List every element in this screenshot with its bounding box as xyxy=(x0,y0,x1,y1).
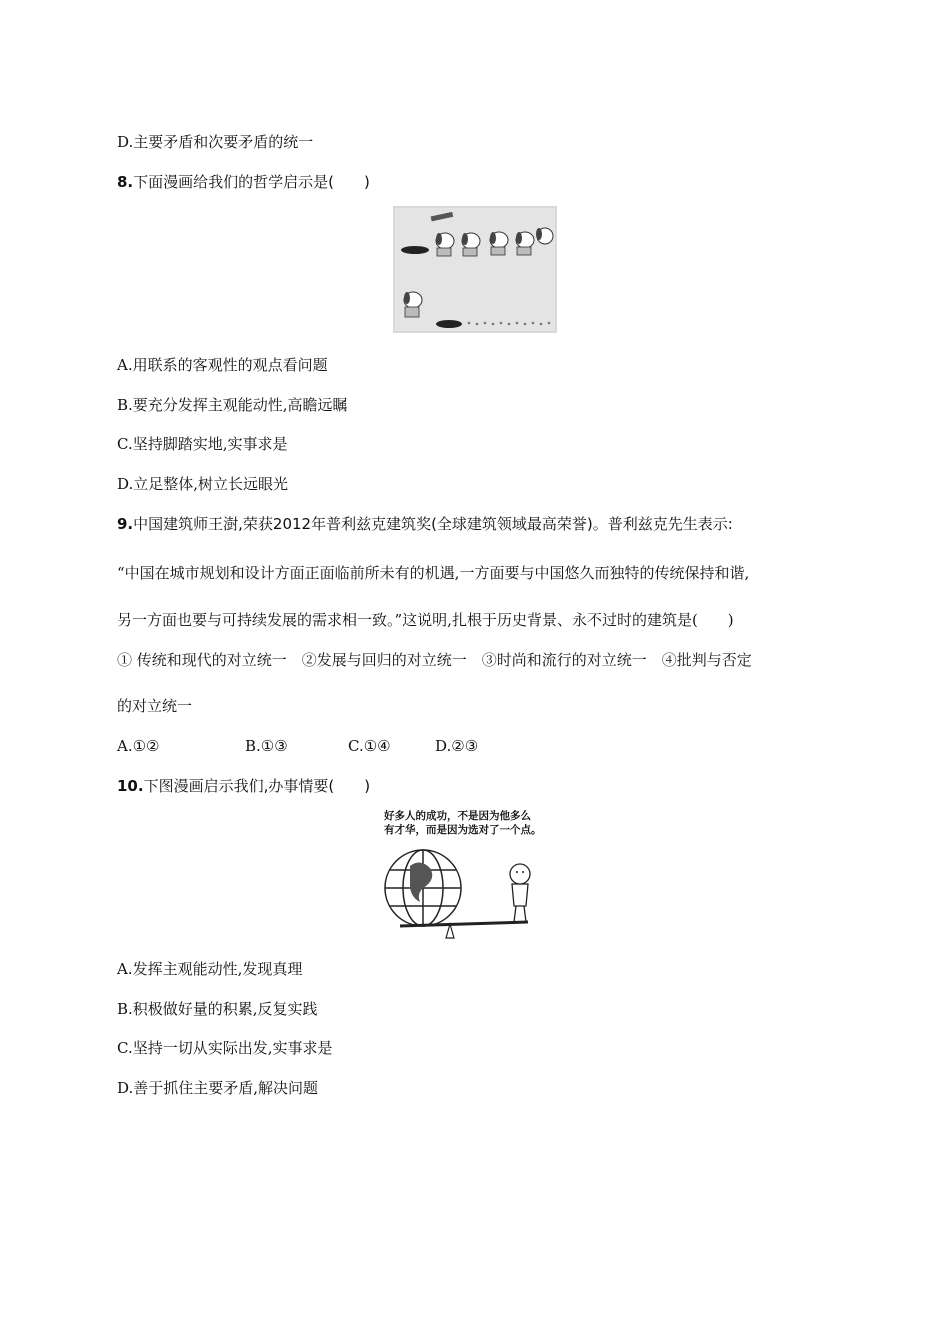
q9-choices-line2: 的对立统一 xyxy=(117,697,193,715)
q8-stem-line xyxy=(117,172,370,192)
q10-option-b: B.积极做好量的积累,反复实践 xyxy=(117,1000,318,1018)
q9-stem-line3: 另一方面也要与可持续发展的需求相一致。”这说明,扎根于历史背景、永不过时的建筑是( ) xyxy=(117,611,734,629)
q8-option-d: D.立足整体,树立长远眼光 xyxy=(117,475,289,493)
q10-option-d: D.善于抓住主要矛盾,解决问题 xyxy=(117,1079,319,1097)
q10-option-c: C.坚持一切从实际出发,实事求是 xyxy=(117,1039,333,1057)
q9-option-c: C.①④ xyxy=(348,737,391,755)
q9-option-d: D.②③ xyxy=(435,737,479,755)
q9-stem-line2: “中国在城市规划和设计方面正面临前所未有的机遇,一方面要与中国悠久而独特的传统保持和谐, xyxy=(117,564,750,582)
q8-option-a: A.用联系的客观性的观点看问题 xyxy=(117,356,328,374)
q9-options xyxy=(117,736,478,756)
q10-cartoon-caption-1: 好多人的成功，不是因为他多么 xyxy=(384,810,531,822)
q9-stem-line1 xyxy=(117,514,733,534)
q8-option-b: B.要充分发挥主观能动性,高瞻远瞩 xyxy=(117,396,348,414)
q8-stem: 下面漫画给我们的哲学启示是( ) xyxy=(133,173,370,191)
q8-cartoon-image xyxy=(393,206,557,333)
q9-stem1: 中国建筑师王澍,荣获2012年普利兹克建筑奖(全球建筑领域最高荣誉)。普利兹克先生表示: xyxy=(133,515,733,533)
q9-choices-line1: ① 传统和现代的对立统一 ②发展与回归的对立统一 ③时尚和流行的对立统一 ④批判与否定 xyxy=(117,651,752,669)
q10-number: 10. xyxy=(117,777,144,795)
q10-option-a: A.发挥主观能动性,发现真理 xyxy=(117,960,303,978)
q10-stem-line xyxy=(117,776,370,796)
q10-cartoon-image xyxy=(380,806,572,942)
q10-stem: 下图漫画启示我们,办事情要( ) xyxy=(143,777,371,795)
q7-option-d: D.主要矛盾和次要矛盾的统一 xyxy=(117,133,314,151)
q9-option-a: A.①② xyxy=(117,737,160,755)
q8-number: 8. xyxy=(117,173,134,191)
q10-cartoon-caption-2: 有才华，而是因为选对了一个点。 xyxy=(384,824,542,836)
q8-option-c: C.坚持脚踏实地,实事求是 xyxy=(117,435,288,453)
q9-number: 9. xyxy=(117,515,134,533)
q9-option-b: B.①③ xyxy=(245,737,288,755)
